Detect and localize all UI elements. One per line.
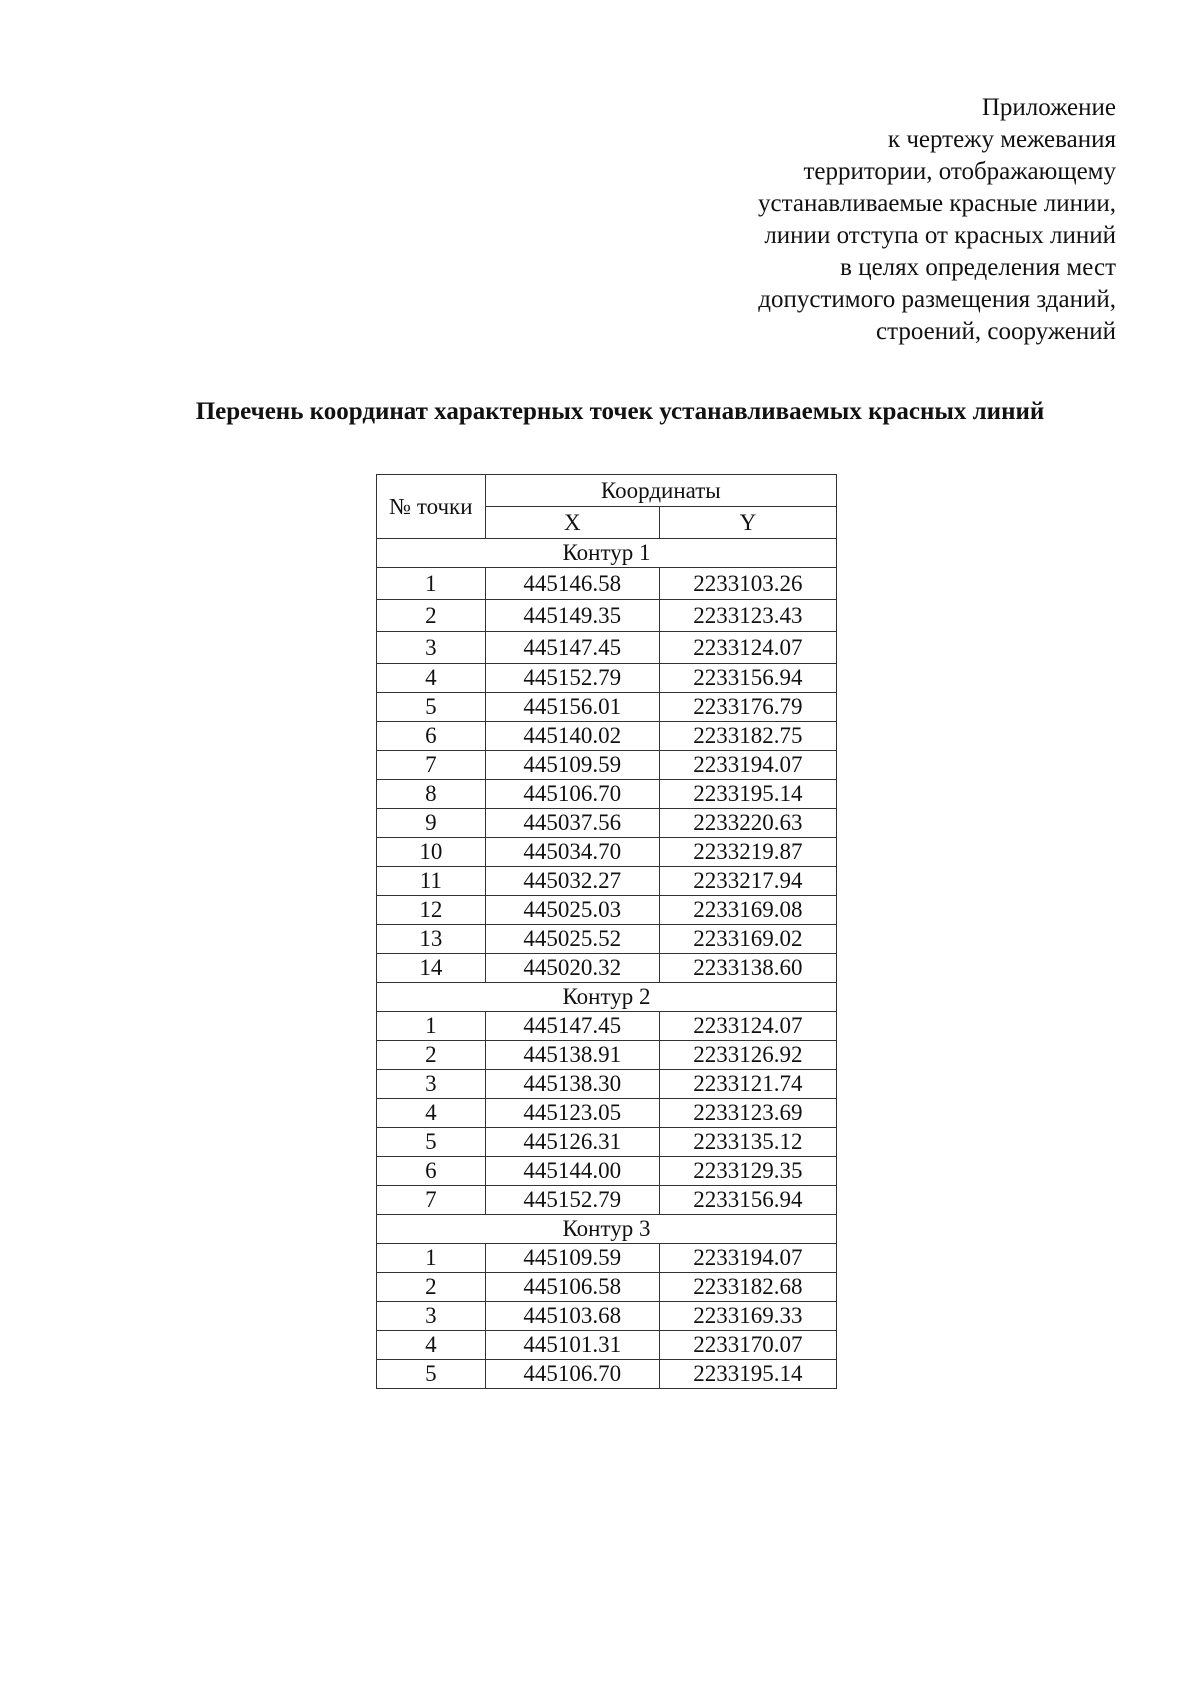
y-coordinate-cell: 2233169.08 [659, 896, 836, 925]
table-row [377, 1273, 837, 1302]
y-coordinate-cell: 2233121.74 [659, 1070, 836, 1099]
point-number-cell: 1 [377, 1012, 486, 1041]
x-coordinate-cell: 445020.32 [485, 954, 659, 983]
point-number-cell: 10 [377, 838, 486, 867]
point-number-cell: 11 [377, 867, 486, 896]
table-row [377, 809, 837, 838]
y-coordinate-cell: 2233103.26 [659, 568, 836, 600]
appendix-line: Приложение [981, 94, 1116, 121]
y-coordinate-cell: 2233126.92 [659, 1041, 836, 1070]
x-coordinate-cell: 445138.91 [485, 1041, 659, 1070]
x-coordinate-cell: 445156.01 [485, 693, 659, 722]
y-coordinate-cell: 2233195.14 [659, 1360, 836, 1389]
x-coordinate-cell: 445152.79 [485, 664, 659, 693]
x-coordinate-cell: 445109.59 [485, 751, 659, 780]
x-coordinate-cell: 445101.31 [485, 1331, 659, 1360]
x-coordinate-cell: 445106.70 [485, 1360, 659, 1389]
y-coordinate-cell: 2233129.35 [659, 1157, 836, 1186]
point-number-cell: 4 [377, 664, 486, 693]
table-row [377, 780, 837, 809]
x-coordinate-cell: 445034.70 [485, 838, 659, 867]
y-coordinate-cell: 2233217.94 [659, 867, 836, 896]
table-row [377, 632, 837, 664]
coordinates-table-body [377, 539, 837, 1389]
point-number-cell: 3 [377, 632, 486, 664]
y-coordinate-cell: 2233135.12 [659, 1128, 836, 1157]
y-coordinate-cell: 2233220.63 [659, 809, 836, 838]
point-number-cell: 7 [377, 1186, 486, 1215]
point-number-cell: 2 [377, 1273, 486, 1302]
x-coordinate-cell: 445149.35 [485, 600, 659, 632]
x-coordinate-cell: 445140.02 [485, 722, 659, 751]
appendix-line: строений, сооружений [876, 318, 1116, 345]
point-number-cell: 2 [377, 1041, 486, 1070]
x-coordinate-cell: 445147.45 [485, 632, 659, 664]
appendix-line: линии отступа от красных линий [764, 222, 1116, 249]
x-coordinate-cell: 445037.56 [485, 809, 659, 838]
y-coordinate-cell: 2233182.68 [659, 1273, 836, 1302]
table-row [377, 1070, 837, 1099]
y-coordinate-cell: 2233138.60 [659, 954, 836, 983]
y-coordinate-cell: 2233156.94 [659, 664, 836, 693]
table-row [377, 664, 837, 693]
coordinates-table [376, 474, 837, 1389]
header-coordinates: Координаты [485, 475, 836, 507]
table-row [377, 1099, 837, 1128]
x-coordinate-cell: 445123.05 [485, 1099, 659, 1128]
appendix-line: в целях определения мест [840, 254, 1116, 281]
point-number-cell: 14 [377, 954, 486, 983]
x-coordinate-cell: 445032.27 [485, 867, 659, 896]
x-coordinate-cell: 445146.58 [485, 568, 659, 600]
x-coordinate-cell: 445126.31 [485, 1128, 659, 1157]
table-row [377, 1302, 837, 1331]
x-coordinate-cell: 445152.79 [485, 1186, 659, 1215]
y-coordinate-cell: 2233169.02 [659, 925, 836, 954]
table-row [377, 867, 837, 896]
y-coordinate-cell: 2233195.14 [659, 780, 836, 809]
table-row [377, 722, 837, 751]
x-coordinate-cell: 445025.52 [485, 925, 659, 954]
table-row [377, 568, 837, 600]
y-coordinate-cell: 2233123.69 [659, 1099, 836, 1128]
point-number-cell: 8 [377, 780, 486, 809]
appendix-caption [556, 92, 1116, 348]
y-coordinate-cell: 2233170.07 [659, 1331, 836, 1360]
contour-header-row [377, 539, 837, 568]
table-row [377, 693, 837, 722]
y-coordinate-cell: 2233182.75 [659, 722, 836, 751]
header-point-number: № точки [377, 475, 486, 539]
point-number-cell: 7 [377, 751, 486, 780]
point-number-cell: 9 [377, 809, 486, 838]
x-coordinate-cell: 445147.45 [485, 1012, 659, 1041]
table-row [377, 1157, 837, 1186]
y-coordinate-cell: 2233124.07 [659, 1012, 836, 1041]
point-number-cell: 4 [377, 1331, 486, 1360]
table-row [377, 1041, 837, 1070]
document-title: Перечень координат характерных точек устанавливаемых красных линий [195, 398, 1045, 425]
contour-label: Контур 1 [377, 539, 837, 568]
table-row [377, 954, 837, 983]
contour-header-row [377, 983, 837, 1012]
y-coordinate-cell: 2233194.07 [659, 751, 836, 780]
x-coordinate-cell: 445144.00 [485, 1157, 659, 1186]
appendix-line: к чертежу межевания [887, 126, 1116, 153]
point-number-cell: 3 [377, 1302, 486, 1331]
table-row [377, 1244, 837, 1273]
table-row [377, 838, 837, 867]
x-coordinate-cell: 445103.68 [485, 1302, 659, 1331]
point-number-cell: 1 [377, 1244, 486, 1273]
point-number-cell: 6 [377, 722, 486, 751]
header-y: Y [659, 507, 836, 539]
contour-label: Контур 2 [377, 983, 837, 1012]
point-number-cell: 2 [377, 600, 486, 632]
y-coordinate-cell: 2233169.33 [659, 1302, 836, 1331]
point-number-cell: 12 [377, 896, 486, 925]
x-coordinate-cell: 445109.59 [485, 1244, 659, 1273]
table-row [377, 600, 837, 632]
contour-header-row [377, 1215, 837, 1244]
y-coordinate-cell: 2233219.87 [659, 838, 836, 867]
table-row [377, 1012, 837, 1041]
point-number-cell: 5 [377, 1360, 486, 1389]
table-row [377, 1186, 837, 1215]
table-row [377, 751, 837, 780]
y-coordinate-cell: 2233194.07 [659, 1244, 836, 1273]
table-row [377, 1331, 837, 1360]
x-coordinate-cell: 445025.03 [485, 896, 659, 925]
point-number-cell: 1 [377, 568, 486, 600]
point-number-cell: 4 [377, 1099, 486, 1128]
point-number-cell: 13 [377, 925, 486, 954]
contour-label: Контур 3 [377, 1215, 837, 1244]
table-row [377, 896, 837, 925]
y-coordinate-cell: 2233124.07 [659, 632, 836, 664]
point-number-cell: 5 [377, 1128, 486, 1157]
y-coordinate-cell: 2233156.94 [659, 1186, 836, 1215]
y-coordinate-cell: 2233123.43 [659, 600, 836, 632]
table-row [377, 1360, 837, 1389]
table-row [377, 1128, 837, 1157]
x-coordinate-cell: 445106.70 [485, 780, 659, 809]
point-number-cell: 5 [377, 693, 486, 722]
point-number-cell: 6 [377, 1157, 486, 1186]
x-coordinate-cell: 445138.30 [485, 1070, 659, 1099]
appendix-line: устанавливаемые красные линии, [758, 190, 1116, 217]
table-row [377, 925, 837, 954]
y-coordinate-cell: 2233176.79 [659, 693, 836, 722]
point-number-cell: 3 [377, 1070, 486, 1099]
x-coordinate-cell: 445106.58 [485, 1273, 659, 1302]
appendix-line: территории, отображающему [803, 158, 1116, 185]
header-x: X [485, 507, 659, 539]
appendix-line: допустимого размещения зданий, [758, 286, 1116, 313]
